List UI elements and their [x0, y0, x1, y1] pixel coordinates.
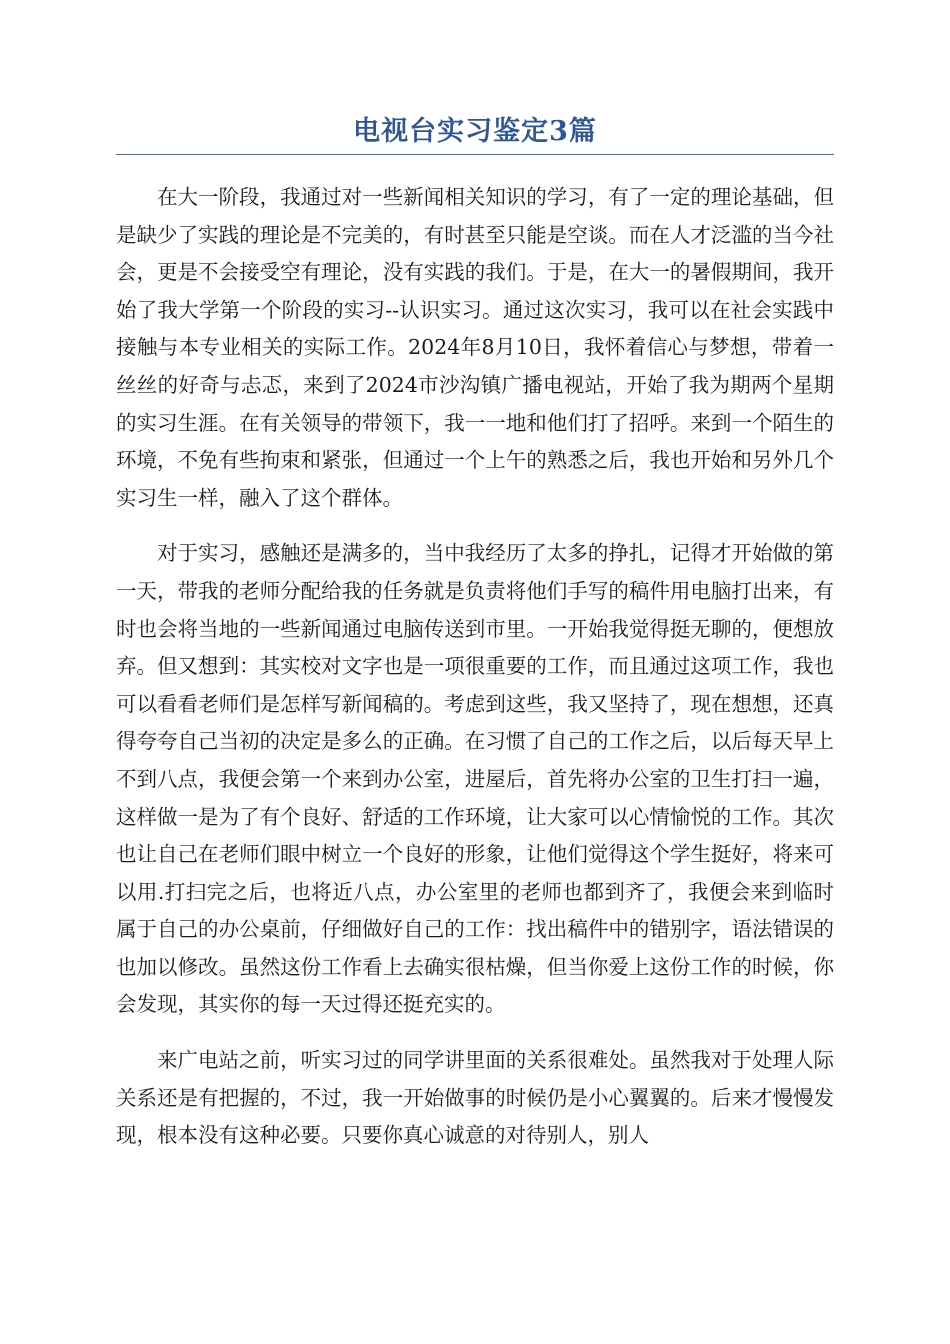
title-underline	[116, 154, 834, 155]
document-title: 电视台实习鉴定3篇	[353, 116, 597, 147]
document-page	[116, 112, 834, 1173]
body-paragraph-3: 来广电站之前，听实习过的同学讲里面的关系很难处。虽然我对于处理人际关系还是有把握的，不过，我一开始做事的时候仍是小心翼翼的。后来才慢慢发现，根本没有这种必要。只要你真心诚意的对待别人，别人	[116, 1048, 834, 1148]
body-paragraph-1: 在大一阶段，我通过对一些新闻相关知识的学习，有了一定的理论基础，但是缺少了实践的理论是不完美的，有时甚至只能是空谈。而在人才泛滥的当今社会，更是不会接受空有理论，没有实践的我们。于是，在大一的暑假期间，我开始了我大学第一个阶段的实习--认识实习。通过这次实习，我可以在社会实践中接触与本专业相关的实际工作。2024年8月10日，我怀着信心与梦想，带着一丝丝的好奇与忐忑，来到了2024市沙沟镇广播电视站，开始了我为期两个星期的实习生涯。在有关领导的带领下，我一一地和他们打了招呼。来到一个陌生的环境，不免有些拘束和紧张，但通过一个上午的熟悉之后，我也开始和另外几个实习生一样，融入了这个群体。	[116, 185, 834, 510]
body-paragraph-2: 对于实习，感触还是满多的，当中我经历了太多的挣扎，记得才开始做的第一天，带我的老师分配给我的任务就是负责将他们手写的稿件用电脑打出来，有时也会将当地的一些新闻通过电脑传送到市里。一开始我觉得挺无聊的，便想放弃。但又想到：其实校对文字也是一项很重要的工作，而且通过这项工作，我也可以看看老师们是怎样写新闻稿的。考虑到这些，我又坚持了，现在想想，还真得夸夸自己当初的决定是多么的正确。在习惯了自己的工作之后，以后每天早上不到八点，我便会第一个来到办公室，进屋后，首先将办公室的卫生打扫一遍，这样做一是为了有个良好、舒适的工作环境，让大家可以心情愉悦的工作。其次也让自己在老师们眼中树立一个良好的形象，让他们觉得这个学生挺好，将来可以用.打扫完之后，也将近八点，办公室里的老师也都到齐了，我便会来到临时属于自己的办公桌前，仔细做好自己的工作：找出稿件中的错别字，语法错误的也加以修改。虽然这份工作看上去确实很枯燥，但当你爱上这份工作的时候，你会发现，其实你的每一天过得还挺充实的。	[116, 541, 834, 1017]
